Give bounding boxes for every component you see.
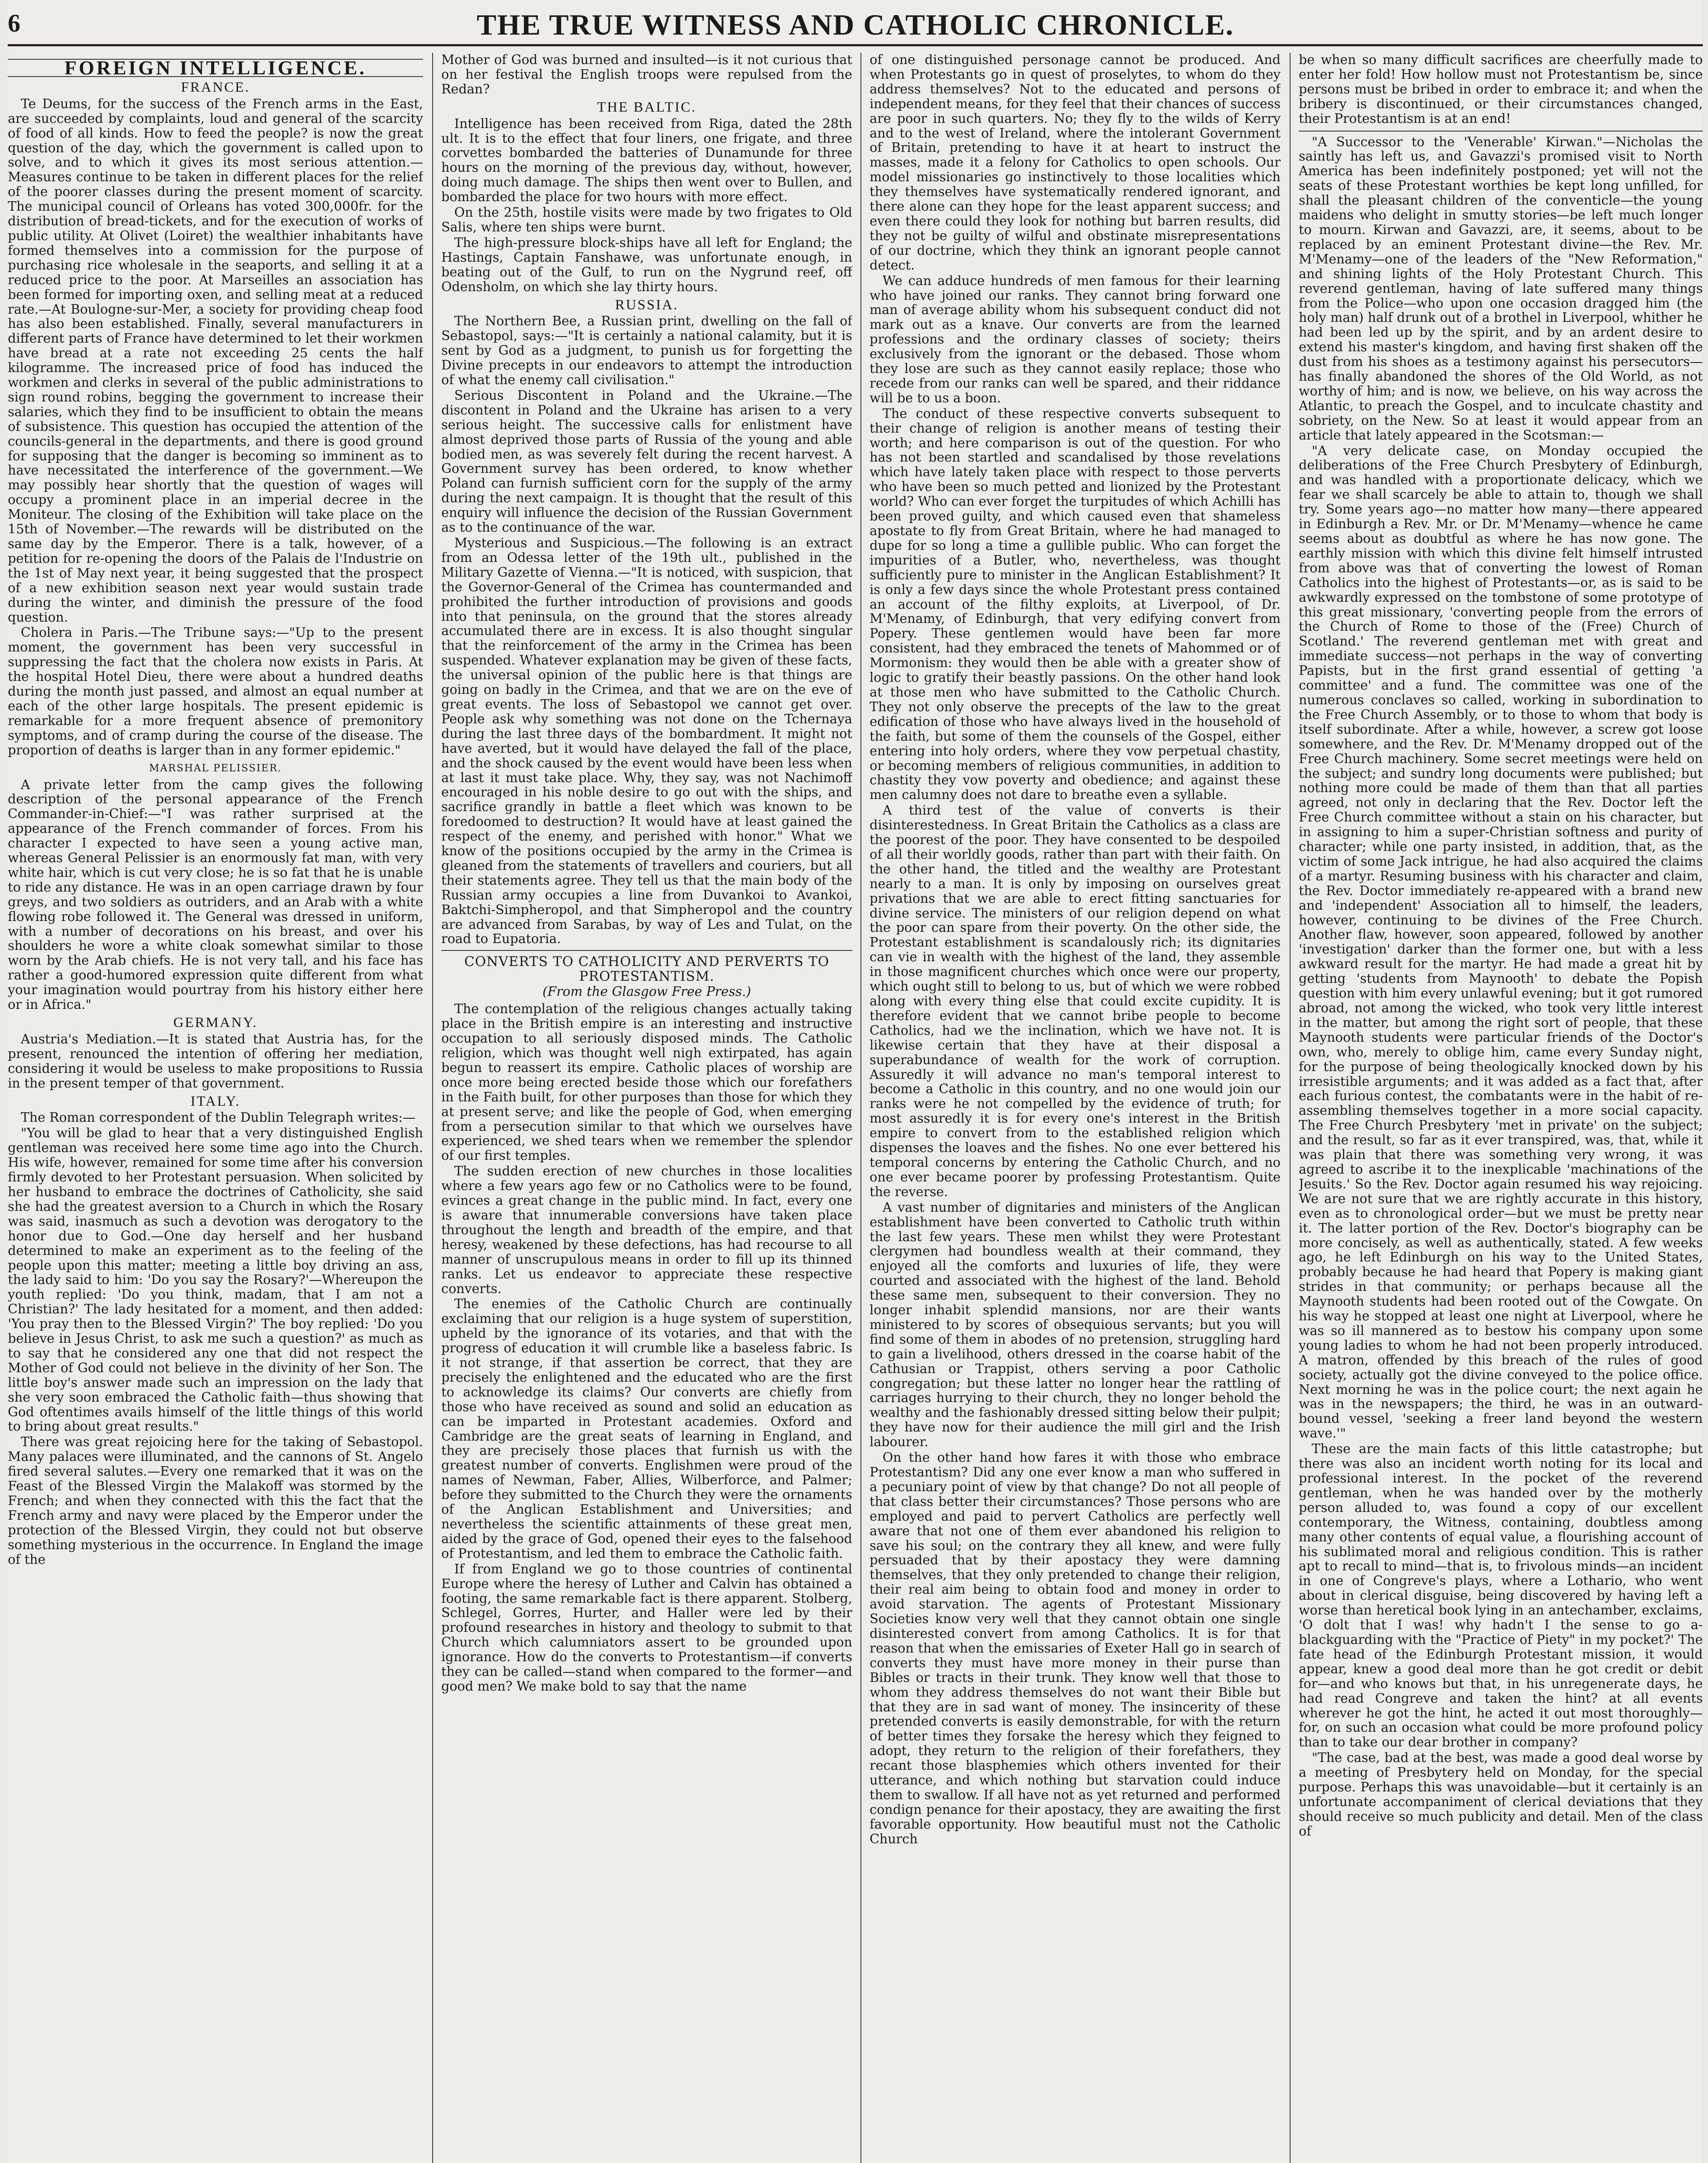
article-paragraph: Te Deums, for the success of the French arms in the East, are succeeded by complaints, loud and general of the scarcity of food of all kinds. How to feed the people? is now the great question of the day, which the government is called upon to solve, and to which it gives its most serious attention.—Measures continue to be taken in different places for the relief of the poorer classes during the present moment of scarcity. The municipal council of Orleans has voted 300,000fr. for the distribution of bread-tickets, and for the execution of works of public utility. At Olivet (Loiret) the wealthier inhabitants have formed themselves into a commission for the purpose of purchasing rice wholesale in the seaports, and selling it at a reduced price to the poor. At Marseilles an association has been formed for importing oxen, and selling meat at a reduced rate.—At Boulogne-sur-Mer, a society for providing cheap food has also been established. Finally, several manufacturers in different parts of France have determined to let their workmen have bread at a rate not exceeding 25 cents the half kilogramme. The increased price of food has induced the workmen and clerks in several of the public administrations to sign round robins, begging the government to increase their salaries, which they find to be insufficient to obtain the means of subsistence. This question has occupied the attention of the councils-general in the departments, and there is good ground for supposing that the danger is becoming so imminent as to have necessitated the interference of the government.—We may possibly hear shortly that the question of wages will occupy a prominent place in an imperial decree in the Moniteur. The closing of the Exhibition will take place on the 15th of November.—The rewards will be distributed on the same day by the Emperor. There is a talk, however, of a petition for re-opening the doors of the Palais de l'Industrie on the 1st of May next year, it being suggested that the prospect of a new exhibition season next year would sustain trade during the winter, and diminish the pressure of the food question. (8, 96, 423, 625)
article-paragraph: Austria's Mediation.—It is stated that Austria has, for the present, renounced the intention of offering her mediation, considering it would be useless to make propositions to Russia in the present temper of that government. (8, 1031, 423, 1091)
italy-header: ITALY. (190, 1093, 241, 1109)
article-paragraph: If from England we go to those countries of continental Europe where the heresy of Luther and Calvin has obtained a footing, the same remarkable fact is there apparent. Stolberg, Schlegel, Gorres, Hurter, and Haller were led by their profound researches in history and theology to submit to that Church which calumniators assert to be grounded upon ignorance. How do the converts to Protestantism—if converts they can be called—stand when compared to the former—and good men? We make bold to say that the name (441, 1561, 852, 1694)
masthead (8, 0, 1703, 48)
article-paragraph: Mysterious and Suspicious.—The following is an extract from an Odessa letter of the 19th ult., published in the Military Gazette of Vienna.—"It is noticed, with suspicion, that the Governor-General of the Crimea has countermanded and prohibited the further introduction of provisions and goods into that peninsula, on the ground that the stores already accumulated there are in excess. It is also thought singular that the reinforcement of the army in the Crimea has been suspended. Whatever explanation may be given of these facts, the universal opinion of the public here is that things are going on badly in the Crimea, and that we are on the eve of great events. The loss of Sebastopol we cannot get over. People ask why something was not done on the Tchernaya during the last three days of the bombardment. It might not have averted, but it would have delayed the fall of the place, and the shock caused by the event would have been less when at last it must take place. Why, they say, was not Nachimoff encouraged in his noble desire to go out with the ships, and sacrifice grandly in battle a fleet which was known to be foredoomed to destruction? It would have at least gained the respect of the enemy, and perished with honor." What we know of the positions occupied by the army in the Crimea is gleaned from the statements of travellers and couriers, but all their statements agree. They tell us that the main body of the Russian army occupies a line from Duvankoi to Avankoi, Baktchi-Simpheropol, and that Simpheropol and the country are advanced from Sarabas, by way of Les and Tulat, on the road to Eupatoria. (441, 536, 852, 947)
article-paragraph: These are the main facts of this little catastrophe; but there was also an incident worth noting for its local and professional interest. In the pocket of the reverend gentleman, when he was handed over by the motherly person alluded to, was found a copy of our excellent contemporary, the Witness, containing, doubtless among many other contents of equal value, a flourishing account of his sublimated moral and religious condition. This is rather apt to recall to mind—that is, to frivolous minds—an incident in one of Congreve's plays, where a Lothario, who went about in clerical disguise, being discovered by having left a worse than heretical book lying in an antechamber, exclaims, 'O dolt that I was! why hadn't I the sense to go a-blackguarding with the "Practice of Piety" in my pocket?' The fate head of the Edinburgh Protestant mission, it would appear, knew a good deal more than he got credit or debit for—and who knows but that, in his unregenerate days, he had read Congreve and taken the hint? at all events wherever he got the hint, he acted it out most thoroughly—for, on such an occasion what could be more profound policy than to take our dear brother in company? (1299, 1441, 1703, 1750)
russia-header: RUSSIA. (615, 297, 679, 313)
column-rule (1290, 53, 1291, 2163)
article-paragraph: We can adduce hundreds of men famous for their learning who have joined our ranks. They cannot bring forward one man of average ability whom his subsequent conduct did not mark out as a knave. Our converts are from the learned professions and the ordinary classes of society; theirs exclusively from the ignorant or the debased. Those whom they lose are such as they cannot easily replace; those who recede from our ranks can well be spared, and their riddance will be to us a boon. (870, 273, 1281, 406)
article-paragraph: The sudden erection of new churches in those localities where a few years ago few or no Catholics were to be found, evinces a great change in the public mind. In fact, every one is aware that innumerable conversions have taken place throughout the length and breadth of the empire, and that heresy, weakened by these defections, has had recourse to all manner of unscrupulous means in order to fill up its thinned ranks. Let us endeavor to appreciate these respective converts. (441, 1164, 852, 1297)
converts-article-title: CONVERTS TO CATHOLICITY AND PERVERTS TO PROTESTANTISM. (441, 950, 852, 984)
article-paragraph: The Northern Bee, a Russian print, dwelling on the fall of Sebastopol, says:—"It is certainly a national calamity, but it is sent by God as a judgment, to punish us for forgetting the Divine precepts in our endeavors to attempt the introduction of what the enemy call civilisation." (441, 314, 852, 388)
column-1 (8, 53, 423, 2163)
article-paragraph: of one distinguished personage cannot be produced. And when Protestants go in quest of proselytes, to whom do they address themselves? Not to the educated and persons of independent means, for they feel that their chances of success are poor in such quarters. No; they fly to the wilds of Kerry and to the west of Ireland, where the intolerant Government of Britain, pretending to have it at heart to instruct the masses, made it a felony for Catholics to open schools. Our model missionaries go instinctively to those localities which they themselves have systematically rendered ignorant, and there alone can they hope for the least apparent success; and even there could they look for nothing but barren results, did they not be guilty of wilful and obstinate misrepresentations of our doctrine, which they think an ignorant people cannot detect. (870, 53, 1281, 273)
column-3 (870, 53, 1281, 2163)
article-paragraph: The Roman correspondent of the Dublin Telegraph writes:— (21, 1110, 416, 1126)
article-paragraph: Serious Discontent in Poland and the Ukraine.—The discontent in Poland and the Ukraine has arisen to a very serious height. The successive calls for enlistment have almost deprived those parts of Russia of the young and able bodied men, as was severely felt during the recent harvest. A Government survey has been ordered, to know whether Poland can furnish sufficient corn for the supply of the army during the next campaign. It is thought that the result of this enquiry will influence the decision of the Russian Government as to the continuance of the war. (441, 388, 852, 536)
article-paragraph: On the 25th, hostile visits were made by two frigates to Old Salis, where ten ships were burnt. (441, 205, 852, 235)
article-paragraph: Mother of God was burned and insulted—is it not curious that on her festival the English troops were repulsed from the Redan? (441, 53, 852, 97)
article-paragraph: The enemies of the Catholic Church are continually exclaiming that our religion is a huge system of superstition, upheld by the ignorance of its votaries, and that with the progress of education it will crumble like a baseless fabric. Is it not strange, if that assertion be correct, that they are precisely the enlightened and the educated who are the first to acknowledge its claims? Our converts are chiefly from those who have received as sound and solid an education as can be imparted in Protestant academies. Oxford and Cambridge are the great seats of learning in England, and they are precisely those places that furnish us with the greatest number of converts. Englishmen were proud of the names of Newman, Faber, Allies, Wilberforce, and Palmer; before they submitted to the Church they were the ornaments of the Anglican Establishment and Universities; and nevertheless the scientific attainments of these great men, aided by the grace of God, opened their eyes to the falsehood of Protestantism, and led them to embrace the Catholic faith. (441, 1297, 852, 1561)
columns (8, 53, 1703, 2163)
article-paragraph: The conduct of these respective converts subsequent to their change of religion is another means of testing their worth; and here comparison is out of the question. For who has not been startled and scandalised by those revelations which have lately taken place with respect to those perverts who have been so much petted and lionized by the Protestant world? Who can ever forget the turpitudes of which Achilli has been proved guilty, and which caused even that shameless apostate to fly from Great Britain, where he had managed to dupe for so long a time a gullible public. Who can forget the impurities of a Butler, who, nevertheless, was thought sufficiently pure to minister in the Anglican Establishment? It is only a few days since the whole Protestant press contained an account of the filthy exploits, at Liverpool, of Dr. M'Menamy, of Edinburgh, that very edifying convert from Popery. These gentlemen would have been far more consistent, had they embraced the tenets of Mahommed or of Mormonism: they would then be able with a greater show of logic to gratify their beastly passions. On the other hand look at those men who have submitted to the Catholic Church. They not only observe the precepts of the law to the great edification of those who have always lived in the household of the faith, but some of them the counsels of the Gospel, either entering into holy orders, where they vow perpetual chastity, or becoming members of religious communities, in addition to chastity they vow poverty and obedience; and against these men calumny does not dare to breathe even a syllable. (870, 406, 1281, 803)
column-2 (441, 53, 852, 2163)
masthead-rule (8, 44, 1703, 46)
article-paragraph: Intelligence has been received from Riga, dated the 28th ult. It is to the effect that four liners, one frigate, and three corvettes bombarded the batteries of Dunamunde for three hours on the morning of the previous day, without, however, doing much damage. The ships then went over to Bullen, and bombarded the place for two hours with more effect. (441, 116, 852, 205)
article-paragraph: A third test of the value of converts is their disinterestedness. In Great Britain the Catholics as a class are the poorest of the poor. They have consented to be despoiled of all their worldly goods, rather than part with their faith. On the other hand, the titled and the wealthy are Protestant nearly to a man. It is only by imposing on ourselves great privations that we are able to erect fitting sanctuaries for divine service. The ministers of our religion depend on what the poor can spare from their poverty. On the other side, the Protestant establishment is scandalously rich; its dignitaries can vie in wealth with the highest of the land, they assemble in those magnificent churches which once were our property, which ought still to belong to us, but of which we were robbed along with every thing else that could excite cupidity. It is therefore evident that we cannot bribe people to become Catholics, had we the inclination, which we have not. It is likewise certain that they have at their disposal a superabundance of wealth for the work of corruption. Assuredly it will advance no man's temporal interest to become a Catholic in this country, and no one would join our ranks were he not compelled by the evidence of truth; for most assuredly it is for every one's interest in the British empire to convert from to the established religion which dispenses the loaves and the fishes. No one ever bettered his temporal concerns by entering the Catholic Church, and no one ever became poorer by professing Protestantism. Quite the reverse. (870, 803, 1281, 1200)
article-paragraph: A vast number of dignitaries and ministers of the Anglican establishment have been converted to Catholic truth within the last few years. These men whilst they were Protestant clergymen had boundless wealth at their command, they enjoyed all the comforts and luxuries of life, they were courted and associated with the highest of the land. Behold these same men, subsequent to their conversion. They no longer inhabit splendid mansions, nor are their wants ministered to by scores of obsequious servants; but you will find some of them in abodes of no pretension, struggling hard to gain a livelihood, others dressed in the coarse habit of the Cathusian or Trappist, others serving a poor Catholic congregation; but these latter no longer hear the rattling of carriages hurrying to their church, they no longer behold the wealthy and the fashionably dressed sitting below their pulpit; they have now for their audience the mill girl and the Irish labourer. (870, 1200, 1281, 1450)
article-paragraph: There was great rejoicing here for the taking of Sebastopol. Many palaces were illuminated, and the cannons of St. Angelo fired several salutes.—Every one remarked that it was on the Feast of the Blessed Virgin the Malakoff was stormed by the French; and when they connected with this the fact that the French army and navy were placed by the Emperor under the protection of the Blessed Virgin, they could not but observe something mysterious in the occurrence. In England the image of the (8, 1435, 423, 1567)
article-paragraph: The high-pressure block-ships have all left for England; the Hastings, Captain Fanshawe, was unfortunate enough, in beating out of the Gulf, to run on the Nygrund reef, off Odensholm, on which she lay thirty hours. (441, 235, 852, 295)
article-paragraph: On the other hand how fares it with those who embrace Protestantism? Did any one ever know a man who suffered in a pecuniary point of view by that change? Do not all people of that class better their circumstances? Those persons who are employed and paid to pervert Catholics are perfectly well aware that not one of them ever abandoned his religion to save his soul; on the contrary they all knew, and were fully persuaded that by their apostacy they were damning themselves, that they only pretended to change their religion, their real aim being to obtain food and money in order to avoid starvation. The agents of Protestant Missionary Societies know very well that they cannot obtain one single disinterested convert from among Catholics. It is for that reason that when the emissaries of Exeter Hall go in search of converts they must have more money in their purse than Bibles or tracts in their trunk. They know well that those to whom they address themselves do not want their Bible but that they are in sad want of money. The insincerity of these pretended converts is easily demonstrable, for with the return of better times they forsake the heresy which they feigned to adopt, they return to the religion of their forefathers, they recant those blasphemies which others invented for their utterance, and which nothing but starvation could induce them to swallow. If all have not as yet returned and performed condign penance for their apostacy, they are awaiting the first favorable opportunity. How beautiful must not the Catholic Church (870, 1450, 1281, 1847)
page-number: 6 (8, 9, 20, 37)
article-paragraph: be when so many difficult sacrifices are cheerfully made to enter her fold! How hollow must not Protestantism be, since persons must be bribed in order to embrace it; and when the bribery is discontinued, or their circumstances changed, their Protestantism is at an end! (1299, 53, 1703, 126)
column-rule (860, 53, 861, 2163)
france-header: FRANCE. (181, 79, 250, 95)
article-paragraph: "A Successor to the 'Venerable' Kirwan."—Nicholas the saintly has left us, and Gavazzi's promised visit to North America has been indefinitely postponed; yet will not the seats of these Protestant worthies be kept long unfilled, for shall the pleasant children of the conventicle—the young maidens who delight in smutty stories—be left much longer to mourn. Kirwan and Gavazzi, are, it seems, about to be replaced by an eminent Protestant divine—the Rev. Mr. M'Menamy—one of the leaders of the "New Reformation," and shining lights of the Holy Protestant Church. This reverend gentleman, having of late suffered many things from the Police—who upon one occasion dragged him (the holy man) half drunk out of a brothel in Liverpool, whither he had been led up by the spirit, and by an ardent desire to extend his master's kingdom, and having first shaken off the dust from his shoes as a testimony against his persecutors—has finally abandoned the shores of the Old World, as not worthy of him; and is now, we believe, on his way across the Atlantic, to preach the Gospel, and to inculcate chastity and sobriety, on the New. So at least it would appear from an article that lately appeared in the Scotsman:— (1299, 134, 1703, 443)
article-paragraph: Cholera in Paris.—The Tribune says:—"Up to the present moment, the government has been very successful in suppressing the fact that the cholera now exists in Paris. At the hospital Hotel Dieu, there were about a hundred deaths during the month just passed, and almost an equal number at each of the other large hospitals. The present epidemic is remarkable for a more frequent absence of premonitory symptoms, and of cramp during the course of the disease. The proportion of deaths is larger than in any former epidemic." (8, 625, 423, 758)
article-paragraph: "A very delicate case, on Monday occupied the deliberations of the Free Church Presbytery of Edinburgh, and was handled with a proportionate delicacy, which we fear we shall scarcely be able to attain to, though we shall try. Some years ago—no matter how many—there appeared in Edinburgh a Rev. Mr. or Dr. M'Menamy—whence he came seems about as doubtful as where he has now gone. The earthly mission with which this divine felt himself intrusted from above was that of converting the lowest of Roman Catholics into the highest of Protestants—or, as is said to be awkwardly expressed on the tombstone of some prototype of this great missionary, 'converting people from the errors of the Church of Rome to those of the (Free) Church of Scotland.' The reverend gentleman met with great and immediate success—not perhaps in the way of converting Papists, but in the first grand essential of getting 'a committee' and a fund. The committee was one of the numerous conclaves so called, working in subordination to the Free Church Assembly, or to those to whom that body is itself subordinate. After a while, however, a screw got loose somewhere, and the Rev. Dr. M'Menamy dropped out of the Free Church machinery. Some secret meetings were held on the subject; and sundry long documents were published; but nothing more could be made of them than that all parties agreed, not only in declaring that the Rev. Doctor left the Free Church committee without a stain on his character, but in assigning to him a super-Christian softness and purity of character; while one party insisted, in addition, that, as the victim of some Jack intrigue, he had also acquired the claims of a martyr. Resuming business with his character and claim, the Rev. Doctor immediately re-appeared with a brand new and 'independent' Association all to himself, the leaders, however, continuing to be divines of the Free Church. Another flaw, however, soon appeared, followed by another 'investigation' darker than the former one, but with a less awkward result for the martyr. He had made a great hit by getting 'students from Maynooth' to debate the Popish question with him every unlawful evening; but it got rumored abroad, not among the wicked, who took very little interest in the matter, but among the right sort of people, that these Maynooth students were particular friends of the Doctor's own, who, merely to oblige him, came every Sunday night, for the purpose of being theologically knocked down by his irresistible arguments; and it was added as a fact that, after each furious contest, the combatants were in the habit of re-assembling themselves together in a more social capacity. The Free Church Presbytery 'met in private' on the subject; and the result, so far as it ever transpired, was, that, while it was plain that there was something very wrong, it was agreed to ascribe it to the inexplicable 'machinations of the Jesuits.' So the Rev. Doctor again resumed his way rejoicing. We are not sure that we are rightly accurate in this history, even as to chronological order—but we must be pretty near it. The latter portion of the Rev. Doctor's biography can be more concisely, as well as authentically, stated. A few weeks ago, he left Edinburgh on his way to the United States, probably because he had heard that Popery is making giant strides in that community; or perhaps because all the Maynooth students had been rooted out of the Cowgate. On his way he stopped at least one night at Liverpool, where he was so ill mannered as to bestow his company upon some young ladies to whom he had not been properly introduced. A matron, offended by this breach of the rules of good society, actually got the divine conveyed to the police office. Next morning he was in the police court; the next again he was in the newspapers; the third, he was in an outward-bound vessel, 'seeking a freer land beyond the western wave.'" (1299, 443, 1703, 1441)
article-paragraph: "You will be glad to hear that a very distinguished English gentleman was received here some time ago into the Church. His wife, however, remained for some time after his conversion firmly devoted to her Protestant persuasion. When solicited by her husband to embrace the doctrines of Catholicity, she said she had the greatest aversion to a Church in which the Rosary was said, inasmuch as such a devotion was derogatory to the honor due to God.—One day herself and her husband determined to make an experiment as to the feeling of the people upon this matter; meeting a little boy driving an ass, the lady said to him: 'Do you say the Rosary?'—Whereupon the youth replied: 'Do you think, madam, that I am not a Christian?' The lady hesitated for a moment, and then added: 'You pray then to the Blessed Virgin?' The boy replied: 'Do you believe in Jesus Christ, to ask me such a question?' as much as to say that he considered any one that did not respect the Mother of God could not believe in the divinity of her Son. The little boy's answer made such an impression on the lady that she very soon embraced the Catholic faith—thus showing that God oftentimes avails himself of the little things of this world to bring about great results." (8, 1126, 423, 1435)
article-paragraph: "The case, bad at the best, was made a good deal worse by a meeting of Presbytery held on Monday, for the special purpose. Perhaps this was unavoidable—but it certainly is an unfortunate accompaniment of clerical deviations that they should receive so much publicity and detail. Men of the class of (1299, 1750, 1703, 1839)
article-paragraph: A private letter from the camp gives the following description of the personal appearance of the French Commander-in-Chief:—"I was rather surprised at the appearance of the French commander of forces. From his character I expected to have seen a young active man, whereas General Pelissier is an enormously fat man, with very white hair, which is cut very close; he is so fat that he is unable to ride any distance. He was in an open carriage drawn by four greys, and two soldiers as outriders, and an Arab with a white flowing robe followed it. The General was dressed in uniform, with a number of decorations on his breast, and over his shoulders he wore a white cloak somewhat similar to those worn by the Arab chiefs. He is not very tall, and his face has rather a good-humored expression quite different from what your imagination would pourtray from his history either here or in Africa." (8, 777, 423, 1013)
column-rule (432, 53, 433, 2163)
article-paragraph: The contemplation of the religious changes actually taking place in the British empire is an interesting and instructive occupation to all seriously disposed minds. The Catholic religion, which was thought well nigh extirpated, has again begun to reassert its empire. Catholic places of worship are once more being erected beside those which our forefathers in the Faith built, for other purposes than those for which they at present serve; and like the people of God, when emerging from a persecution similar to that which we ourselves have experienced, we shed tears when we remember the splendor of our first temples. (441, 1001, 852, 1164)
germany-header: GERMANY. (173, 1015, 258, 1030)
converts-article-source: (From the Glasgow Free Press.) (542, 984, 751, 1000)
pelissier-header: MARSHAL PELISSIER. (149, 762, 282, 774)
column-4 (1299, 53, 1703, 2163)
newspaper-title: THE TRUE WITNESS AND CATHOLIC CHRONICLE. (476, 8, 1234, 41)
section-title: FOREIGN INTELLIGENCE. (8, 59, 423, 77)
newspaper-page (8, 0, 1703, 2163)
baltic-header: THE BALTIC. (597, 99, 697, 115)
article-separator (1299, 131, 1703, 132)
